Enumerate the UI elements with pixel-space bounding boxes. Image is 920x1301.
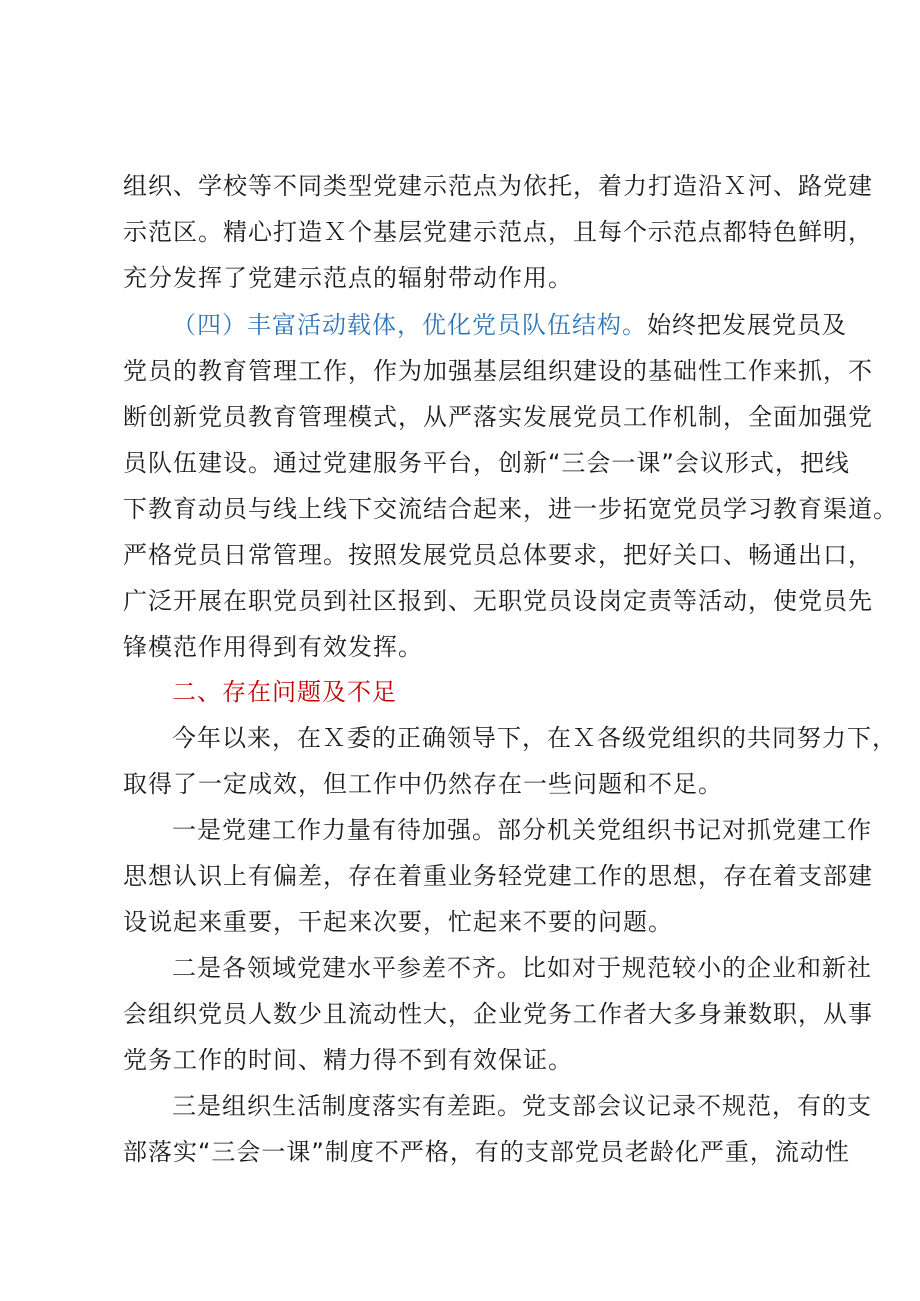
section-4-text: 始终把发展党员及 (647, 311, 847, 339)
section-4-first-line (0, 305, 920, 345)
paragraph-line: 下教育动员与线上线下交流结合起来，进一步拓宽党员学习教育渠道。 (123, 495, 898, 523)
paragraph-line: 锋模范作用得到有效发挥。 (123, 633, 423, 661)
section-2-title: 二、存在问题及不足 (172, 678, 397, 706)
paragraph-line: 思想认识上有偏差，存在着重业务轻党建工作的思想，存在着支部建 (123, 862, 873, 890)
paragraph-line: 取得了一定成效，但工作中仍然存在一些问题和不足。 (123, 770, 723, 798)
paragraph-line: 严格党员日常管理。按照发展党员总体要求，把好关口、畅通出口， (123, 541, 873, 569)
paragraph-line: 会组织党员人数少且流动性大，企业党务工作者大多身兼数职，从事 (123, 1000, 873, 1028)
paragraph-line: 今年以来，在Ｘ委的正确领导下，在Ｘ各级党组织的共同努力下， (172, 724, 897, 752)
paragraph-line: 党务工作的时间、精力得不到有效保证。 (123, 1046, 573, 1074)
paragraph-line: 部落实“三会一课”制度不严格，有的支部党员老龄化严重，流动性 (123, 1138, 850, 1166)
paragraph-line: 设说起来重要，干起来次要，忙起来不要的问题。 (123, 908, 673, 936)
paragraph-line: 断创新党员教育管理模式，从严落实发展党员工作机制，全面加强党 (123, 403, 873, 431)
paragraph-line: 一是党建工作力量有待加强。部分机关党组织书记对抓党建工作 (172, 816, 872, 844)
paragraph-line: 示范区。精心打造Ｘ个基层党建示范点，且每个示范点都特色鲜明， (123, 218, 873, 246)
paragraph-line: 员队伍建设。通过党建服务平台，创新“三会一课”会议形式，把线 (123, 449, 850, 477)
section-4-heading: （四）丰富活动载体，优化党员队伍结构。 (172, 311, 647, 339)
paragraph-line: 党员的教育管理工作，作为加强基层组织建设的基础性工作来抓，不 (123, 357, 873, 385)
paragraph-line: 广泛开展在职党员到社区报到、无职党员设岗定责等活动，使党员先 (123, 587, 873, 615)
paragraph-line: 组织、学校等不同类型党建示范点为依托，着力打造沿Ｘ河、路党建 (123, 172, 873, 200)
paragraph-line: 二是各领域党建水平参差不齐。比如对于规范较小的企业和新社 (172, 954, 872, 982)
paragraph-line: 三是组织生活制度落实有差距。党支部会议记录不规范，有的支 (172, 1092, 872, 1120)
paragraph-line: 充分发挥了党建示范点的辐射带动作用。 (123, 264, 573, 292)
